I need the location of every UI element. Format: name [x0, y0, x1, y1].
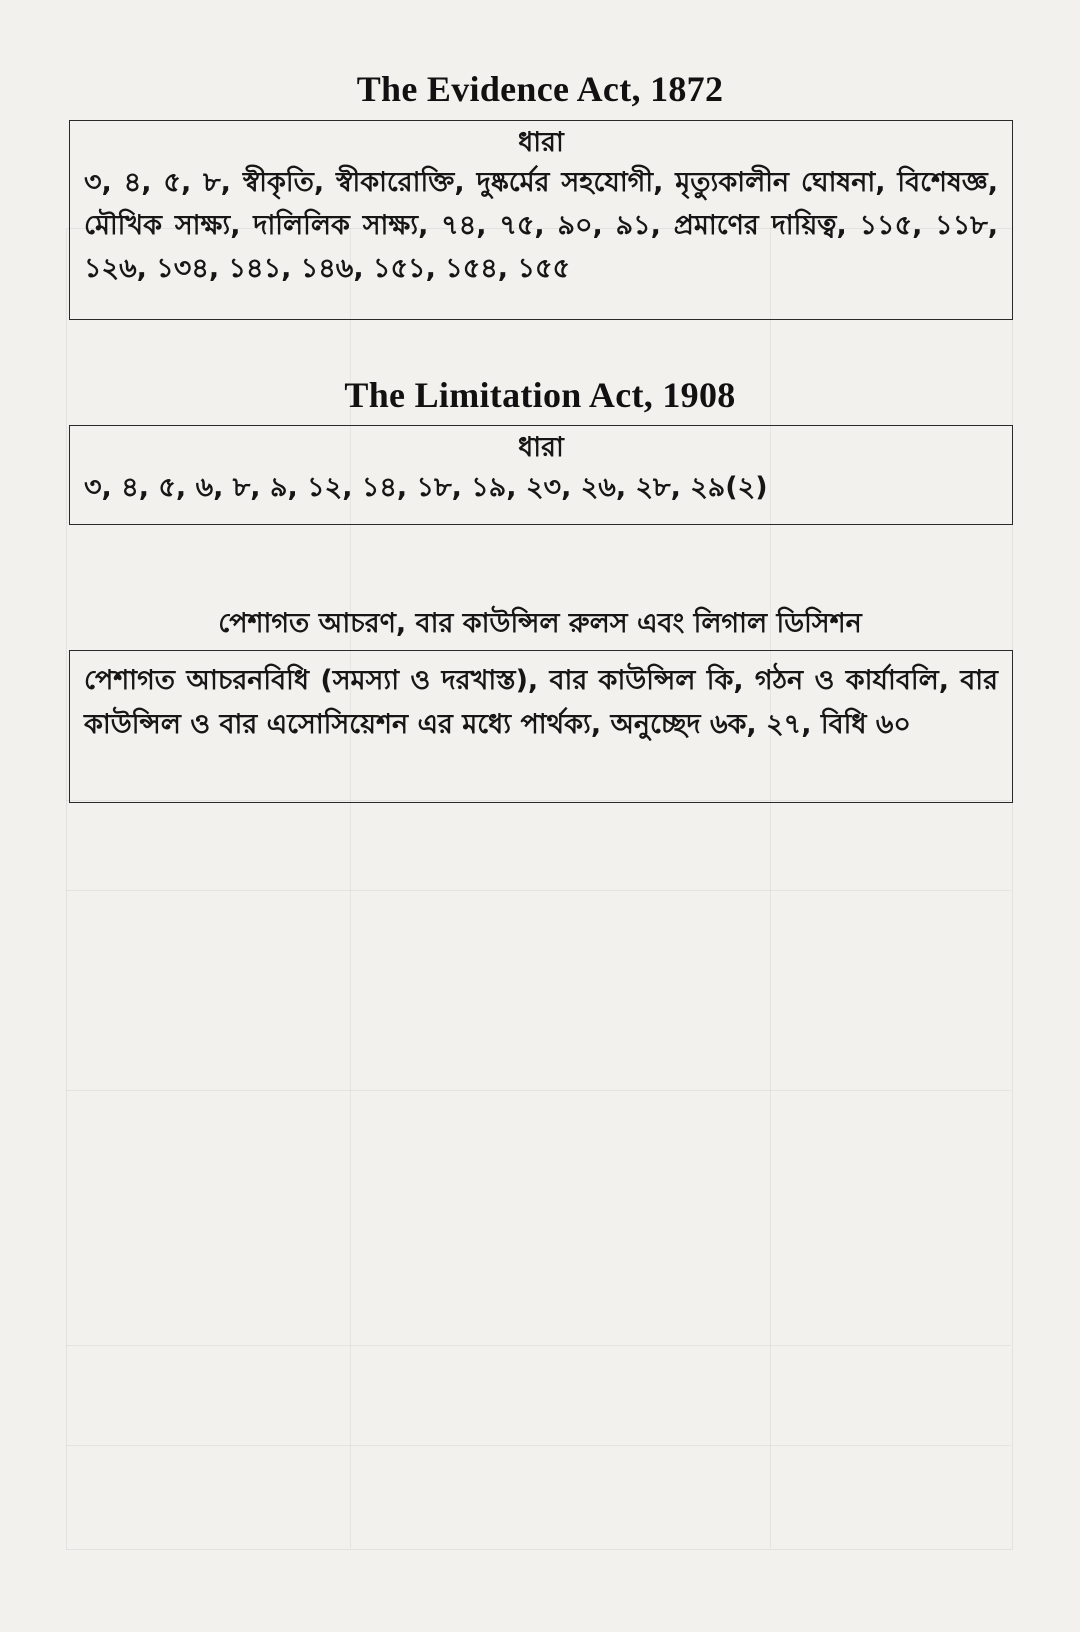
- professional-conduct-box: [69, 650, 1013, 803]
- bleed-through-rule: [66, 890, 1011, 891]
- bleed-through-rule: [66, 1445, 1011, 1446]
- evidence-act-title: The Evidence Act, 1872: [356, 69, 724, 109]
- evidence-act-sections: ৩, ৪, ৫, ৮, স্বীকৃতি, স্বীকারোক্তি, দুষ্কর্মের সহযোগী, মৃত্যুকালীন ঘোষনা, বিশেষজ্ঞ, মৌখিক সাক্ষ্য, দালিলিক সাক্ষ্য, ৭৪, ৭৫, ৯০, ৯১, প্রমাণের দায়িত্ব, ১১৫, ১১৮, ১২৬, ১৩৪, ১৪১, ১৪৬, ১৫১, ১৫৪, ১৫৫: [84, 167, 998, 284]
- professional-conduct-topics: পেশাগত আচরনবিধি (সমস্যা ও দরখাস্ত), বার কাউন্সিল কি, গঠন ও কার্যাবলি, বার কাউন্সিল ও বার এসোসিয়েশন এর মধ্যে পার্থক্য, অনুচ্ছেদ ৬ক, ২৭, বিধি ৬০: [84, 665, 998, 740]
- limitation-act-box: [69, 425, 1013, 525]
- bleed-through-rule: [66, 1345, 1011, 1346]
- limitation-act-title: The Limitation Act, 1908: [344, 375, 736, 415]
- evidence-act-heading: ধারা: [518, 127, 564, 158]
- limitation-act-sections: ৩, ৪, ৫, ৬, ৮, ৯, ১২, ১৪, ১৮, ১৯, ২৩, ২৬, ২৮, ২৯(২): [84, 472, 768, 503]
- bleed-through-rule: [66, 1090, 1011, 1091]
- evidence-act-box: [69, 120, 1013, 320]
- limitation-act-heading: ধারা: [518, 432, 564, 463]
- professional-conduct-title: পেশাগত আচরণ, বার কাউন্সিল রুলস এবং লিগাল ডিসিশন: [218, 608, 862, 639]
